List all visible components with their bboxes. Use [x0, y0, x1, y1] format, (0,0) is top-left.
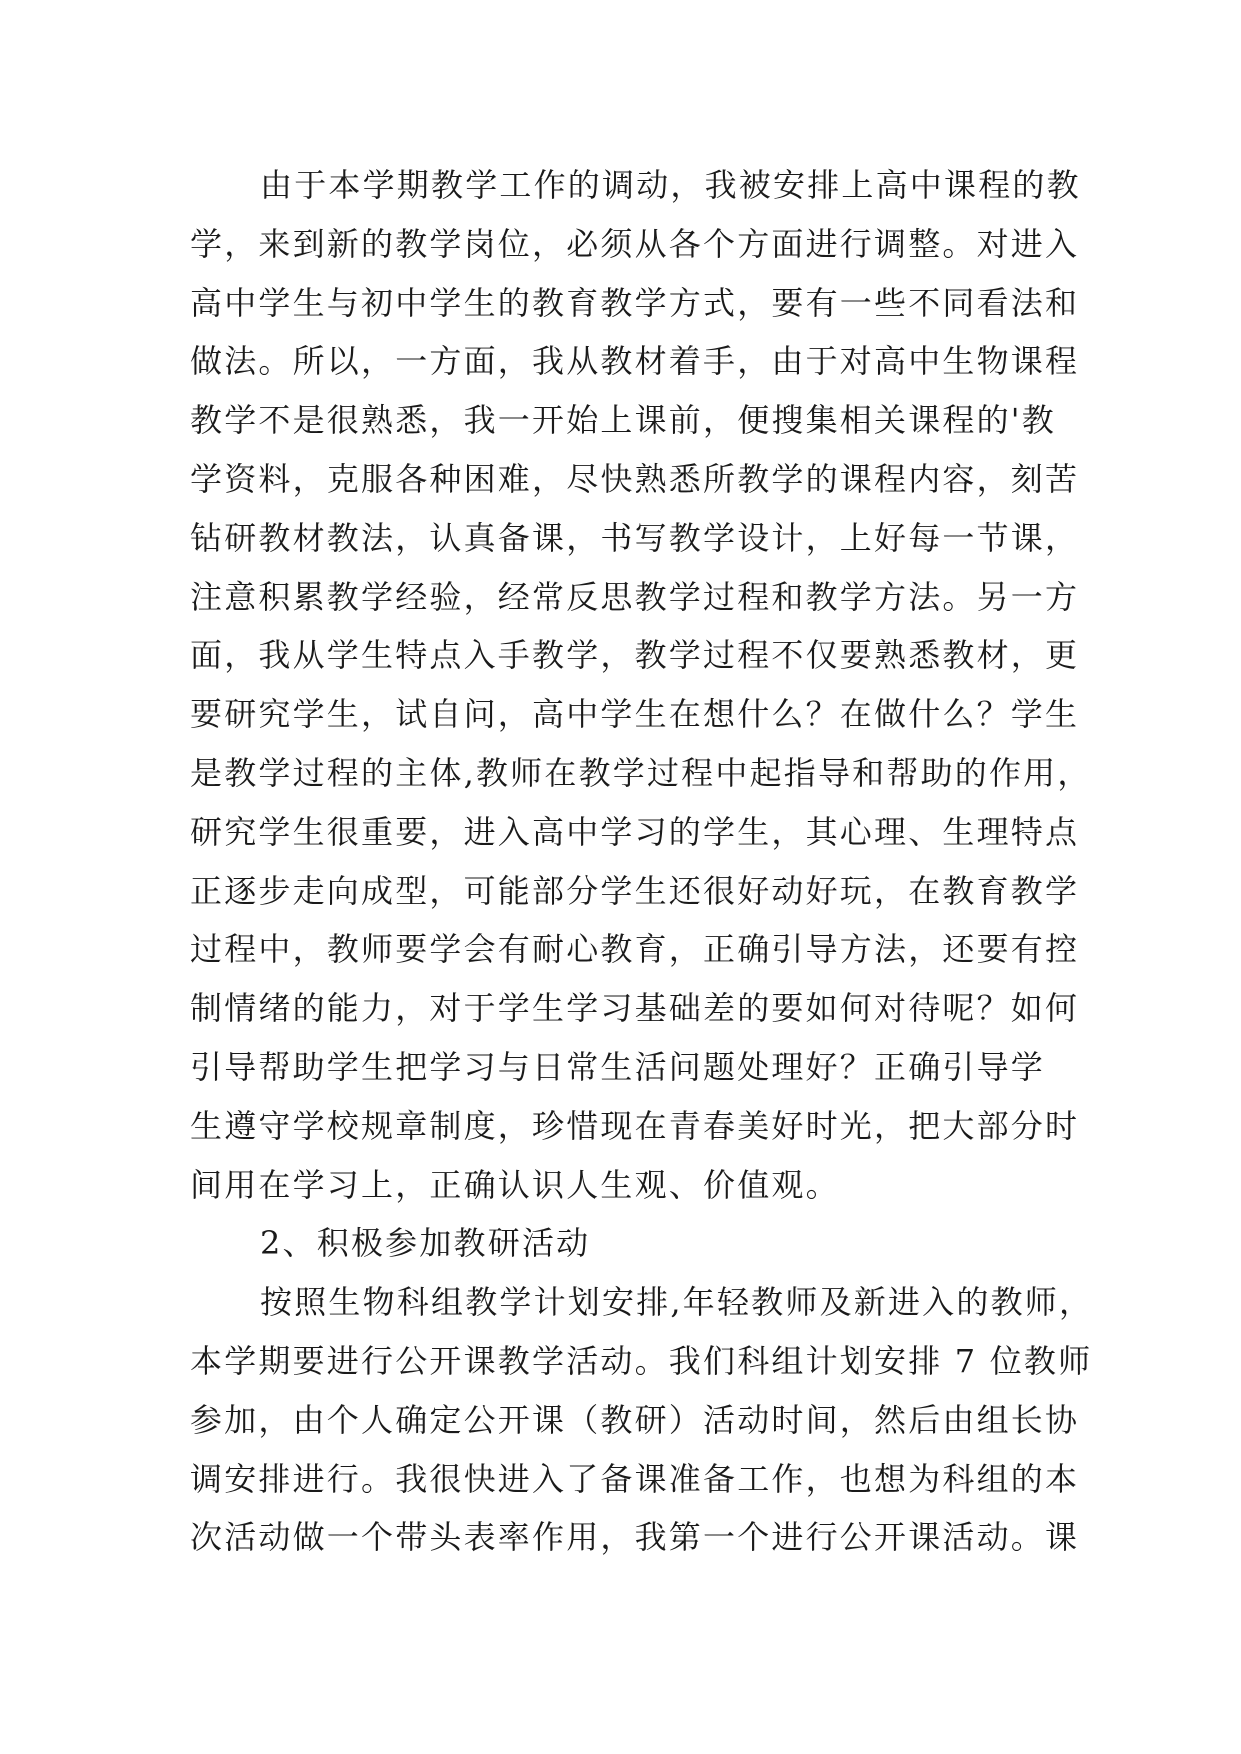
- text-line: 次活动做一个带头表率作用，我第一个进行公开课活动。课: [190, 1518, 1080, 1557]
- text-line: 研究学生很重要，进入高中学习的学生，其心理、生理特点: [190, 812, 1080, 851]
- text-line: 教学不是很熟悉，我一开始上课前，便搜集相关课程的'教: [190, 401, 1056, 440]
- text-line: 学，来到新的教学岗位，必须从各个方面进行调整。对进入: [190, 224, 1080, 263]
- text-line: 制情绪的能力，对于学生学习基础差的要如何对待呢？如何: [190, 989, 1080, 1028]
- text-line: 做法。所以，一方面，我从教材着手，由于对高中生物课程: [190, 342, 1080, 381]
- text-line: 参加，由个人确定公开课（教研）活动时间，然后由组长协: [190, 1400, 1080, 1439]
- text-line: 钻研教材教法，认真备课，书写教学设计，上好每一节课，: [190, 518, 1080, 557]
- text-line: 按照生物科组教学计划安排,年轻教师及新进入的教师，: [260, 1283, 1094, 1322]
- text-line: 要研究学生，试自问，高中学生在想什么？在做什么？学生: [190, 695, 1080, 734]
- text-line: 间用在学习上，正确认识人生观、价值观。: [190, 1165, 840, 1204]
- text-line: 由于本学期教学工作的调动，我被安排上高中课程的教: [260, 166, 1081, 204]
- text-line: 注意积累教学经验，经常反思教学过程和教学方法。另一方: [190, 577, 1080, 616]
- text-line: 2、积极参加教研活动: [260, 1224, 591, 1263]
- text-line: 引导帮助学生把学习与日常生活问题处理好？正确引导学: [190, 1047, 1046, 1086]
- text-line: 本学期要进行公开课教学活动。我们科组计划安排 7 位教师: [190, 1341, 1093, 1380]
- text-line: 正逐步走向成型，可能部分学生还很好动好玩，在教育教学: [190, 871, 1080, 910]
- text-line: 学资料，克服各种困难，尽快熟悉所教学的课程内容，刻苦: [190, 459, 1080, 498]
- text-line: 调安排进行。我很快进入了备课准备工作，也想为科组的本: [190, 1459, 1080, 1498]
- text-line: 面，我从学生特点入手教学，教学过程不仅要熟悉教材，更: [190, 636, 1080, 675]
- body-text: [190, 156, 1094, 1567]
- text-line: 生遵守学校规章制度，珍惜现在青春美好时光，把大部分时: [190, 1106, 1080, 1145]
- text-line: 高中学生与初中学生的教育教学方式，要有一些不同看法和: [190, 283, 1080, 322]
- text-line: 过程中，教师要学会有耐心教育，正确引导方法，还要有控: [190, 930, 1080, 969]
- text-line: 是教学过程的主体,教师在教学过程中起指导和帮助的作用，: [190, 753, 1092, 792]
